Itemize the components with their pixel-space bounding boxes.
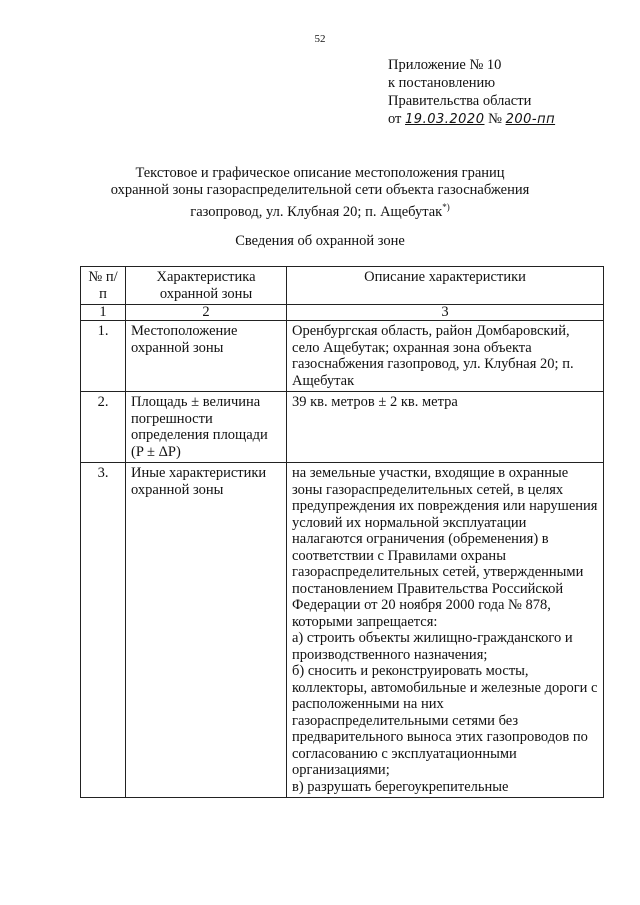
appendix-block	[388, 56, 555, 129]
row-description	[287, 463, 604, 798]
header-description: Описание характеристики	[287, 267, 604, 305]
handwritten-number: 200-пп	[505, 112, 556, 127]
row-characteristic: Площадь ± величина погрешности определения площади (P ± ΔP)	[126, 392, 287, 463]
footnote-mark: *)	[442, 202, 450, 212]
table-row	[81, 392, 604, 463]
section-subtitle: Сведения об охранной зоне	[235, 233, 405, 249]
appendix-date-line	[388, 110, 555, 129]
col-number-3: 3	[287, 305, 604, 321]
restriction-item-b: б) сносить и реконструировать мосты, коллекторы, автомобильные и железные дороги с расположенными на них газораспределительными сетями без предварительного выноса этих газопроводов по согласованию с эксплуатационными организациями;	[292, 663, 598, 778]
from-label: от	[388, 111, 402, 127]
restriction-item-c: в) разрушать берегоукрепительные	[292, 778, 509, 795]
protection-zone-table	[80, 266, 604, 798]
row-number: 1.	[81, 321, 126, 392]
row-characteristic: Местоположение охранной зоны	[126, 321, 287, 392]
col-number-2: 2	[126, 305, 287, 321]
title-line-3-text: газопровод, ул. Клубная 20; п. Ащебутак	[190, 203, 443, 220]
appendix-line-2: к постановлению	[388, 75, 496, 91]
table-row	[81, 463, 604, 798]
header-number: № п/п	[81, 267, 126, 305]
restriction-item-a: а) строить объекты жилищно-гражданского и производственного назначения;	[292, 630, 573, 663]
number-label: №	[488, 111, 502, 127]
restrictions-intro: на земельные участки, входящие в охранные зоны газораспределительных сетей, в целях предупреждения их повреждения или нарушения условий их нормальной эксплуатации налагаются ограничения (обременения) в соответствии с Правилами охраны газораспределительных сетей, утвержденными постановлением Правительства Российской Федерации от 20 ноября 2000 года № 878, которыми запрещается:	[292, 465, 598, 630]
row-number: 3.	[81, 463, 126, 798]
title-line-1: Текстовое и графическое описание местоположения границ	[135, 165, 505, 181]
document-title	[0, 165, 640, 221]
table-header-row	[81, 267, 604, 305]
table-row	[81, 321, 604, 392]
handwritten-date: 19.03.2020	[405, 112, 485, 127]
row-description: 39 кв. метров ± 2 кв. метра	[287, 392, 604, 463]
appendix-line-1: Приложение № 10	[388, 57, 502, 73]
row-description: Оренбургская область, район Домбаровский, село Ащебутак; охранная зона объекта газоснабжения газопровод, ул. Клубная 20; п. Ащебутак	[287, 321, 604, 392]
page-number: 52	[314, 33, 326, 45]
header-characteristic: Характеристика охранной зоны	[126, 267, 287, 305]
column-numbers-row	[81, 305, 604, 321]
row-number: 2.	[81, 392, 126, 463]
row-characteristic: Иные характеристики охранной зоны	[126, 463, 287, 798]
title-line-2: охранной зоны газораспределительной сети объекта газоснабжения	[110, 182, 530, 198]
title-line-3	[0, 199, 640, 221]
appendix-line-3: Правительства области	[388, 93, 532, 109]
col-number-1: 1	[81, 305, 126, 321]
